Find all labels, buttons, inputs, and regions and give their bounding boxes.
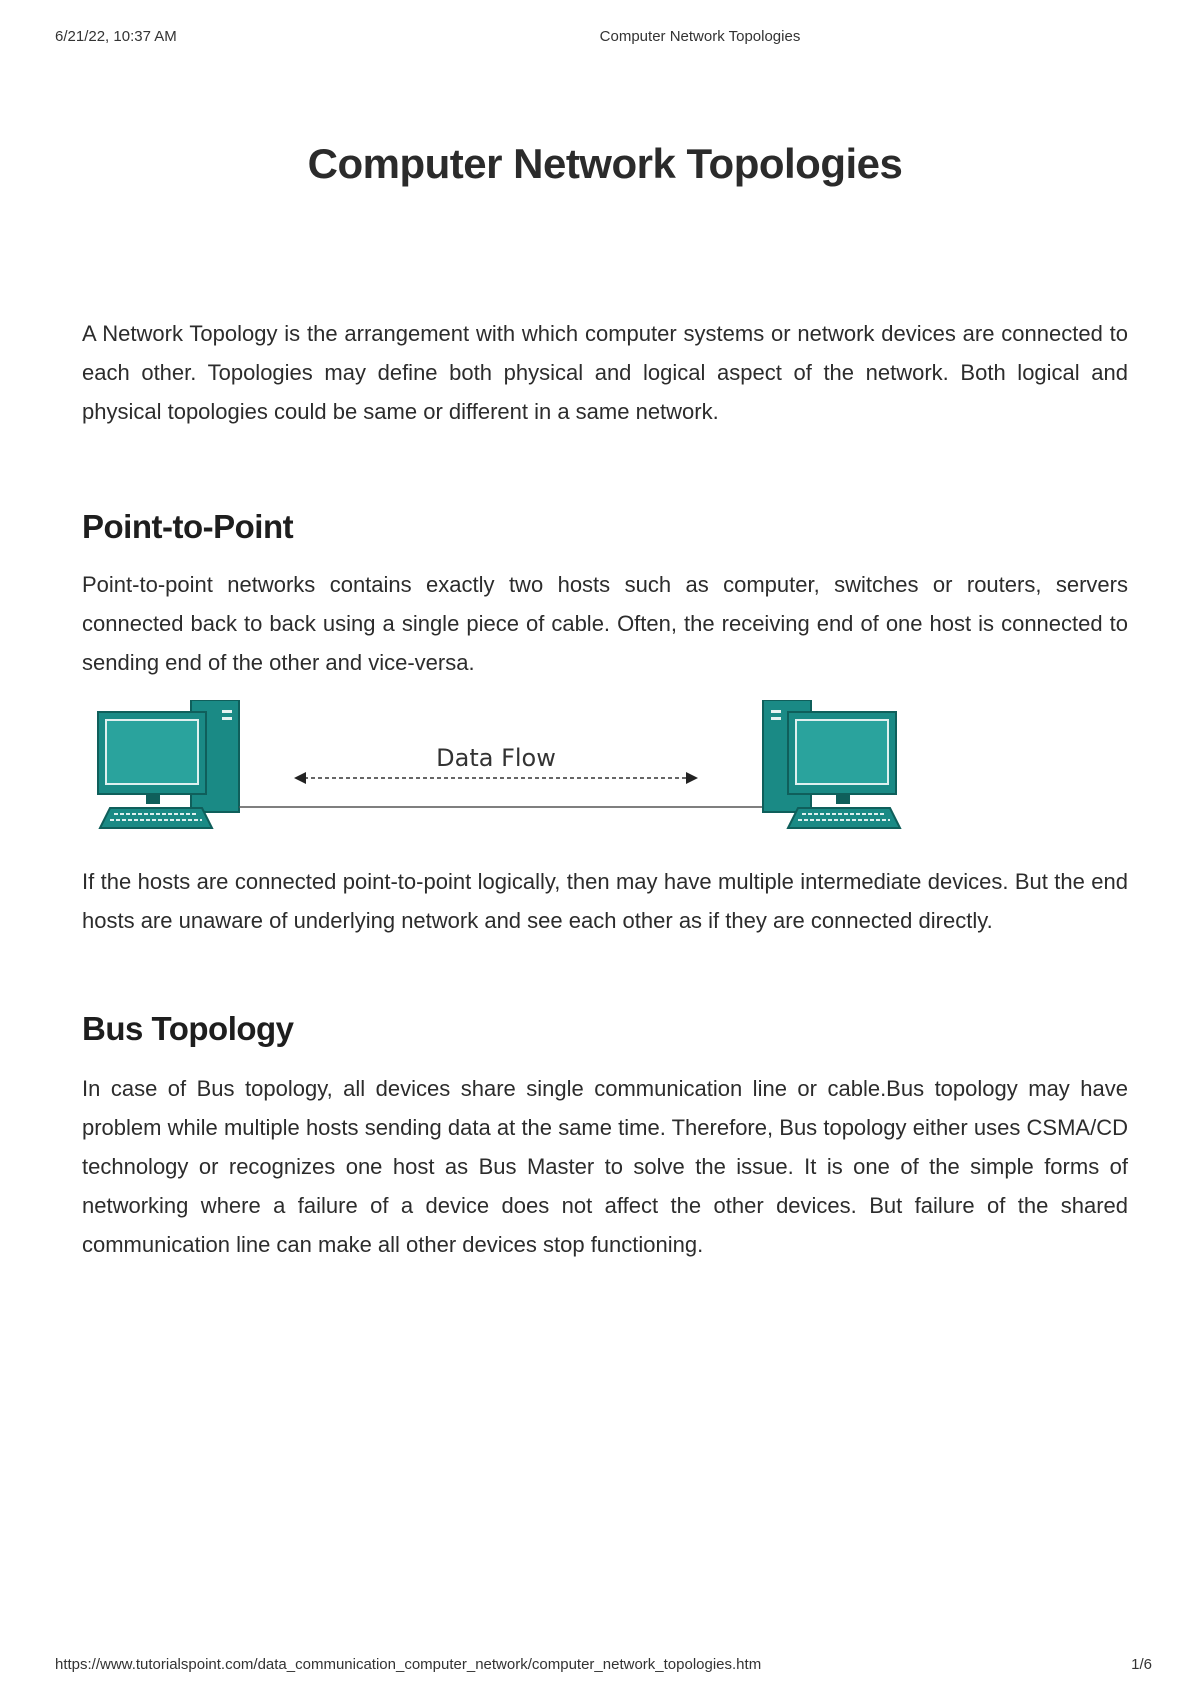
page-number: 1/6 <box>1131 1656 1152 1673</box>
print-doc-title: Computer Network Topologies <box>599 28 801 45</box>
print-datetime: 6/21/22, 10:37 AM <box>55 28 177 45</box>
footer-url: https://www.tutorialspoint.com/data_communication_computer_network/computer_network_topologies.htm <box>55 1656 762 1673</box>
left-computer-icon <box>98 700 239 828</box>
intro-paragraph: A Network Topology is the arrangement with which computer systems or network devices are connected to each other. Topologies may define both physical and logical aspect of the network. Both logical and physical topologies could be same or different in a same network. <box>82 321 1128 424</box>
section-heading-bus-topology: Bus Topology <box>82 1010 294 1047</box>
point-to-point-diagram <box>88 700 928 845</box>
data-flow-arrow <box>294 772 698 784</box>
point-to-point-paragraph: Point-to-point networks contains exactly two hosts such as computer, switches or routers, servers connected back to back using a single piece of cable. Often, the receiving end of one host is connected to sending end of the other and vice-versa. <box>82 572 1128 675</box>
section-heading-point-to-point: Point-to-Point <box>82 508 294 545</box>
point-to-point-followup-paragraph: If the hosts are connected point-to-point logically, then may have multiple intermediate devices. But the end hosts are unaware of underlying network and see each other as if they are connected directly. <box>82 869 1128 933</box>
bus-topology-paragraph: In case of Bus topology, all devices share single communication line or cable.Bus topology may have problem while multiple hosts sending data at the same time. Therefore, Bus topology either uses CSMA/CD technology or recognizes one host as Bus Master to solve the issue. It is one of the simple forms of networking where a failure of a device does not affect the other devices. But failure of the shared communication line can make all other devices stop functioning. <box>82 1076 1128 1257</box>
data-flow-label: Data Flow <box>436 744 556 772</box>
page-title: Computer Network Topologies <box>307 140 903 187</box>
right-computer-icon <box>763 700 900 828</box>
